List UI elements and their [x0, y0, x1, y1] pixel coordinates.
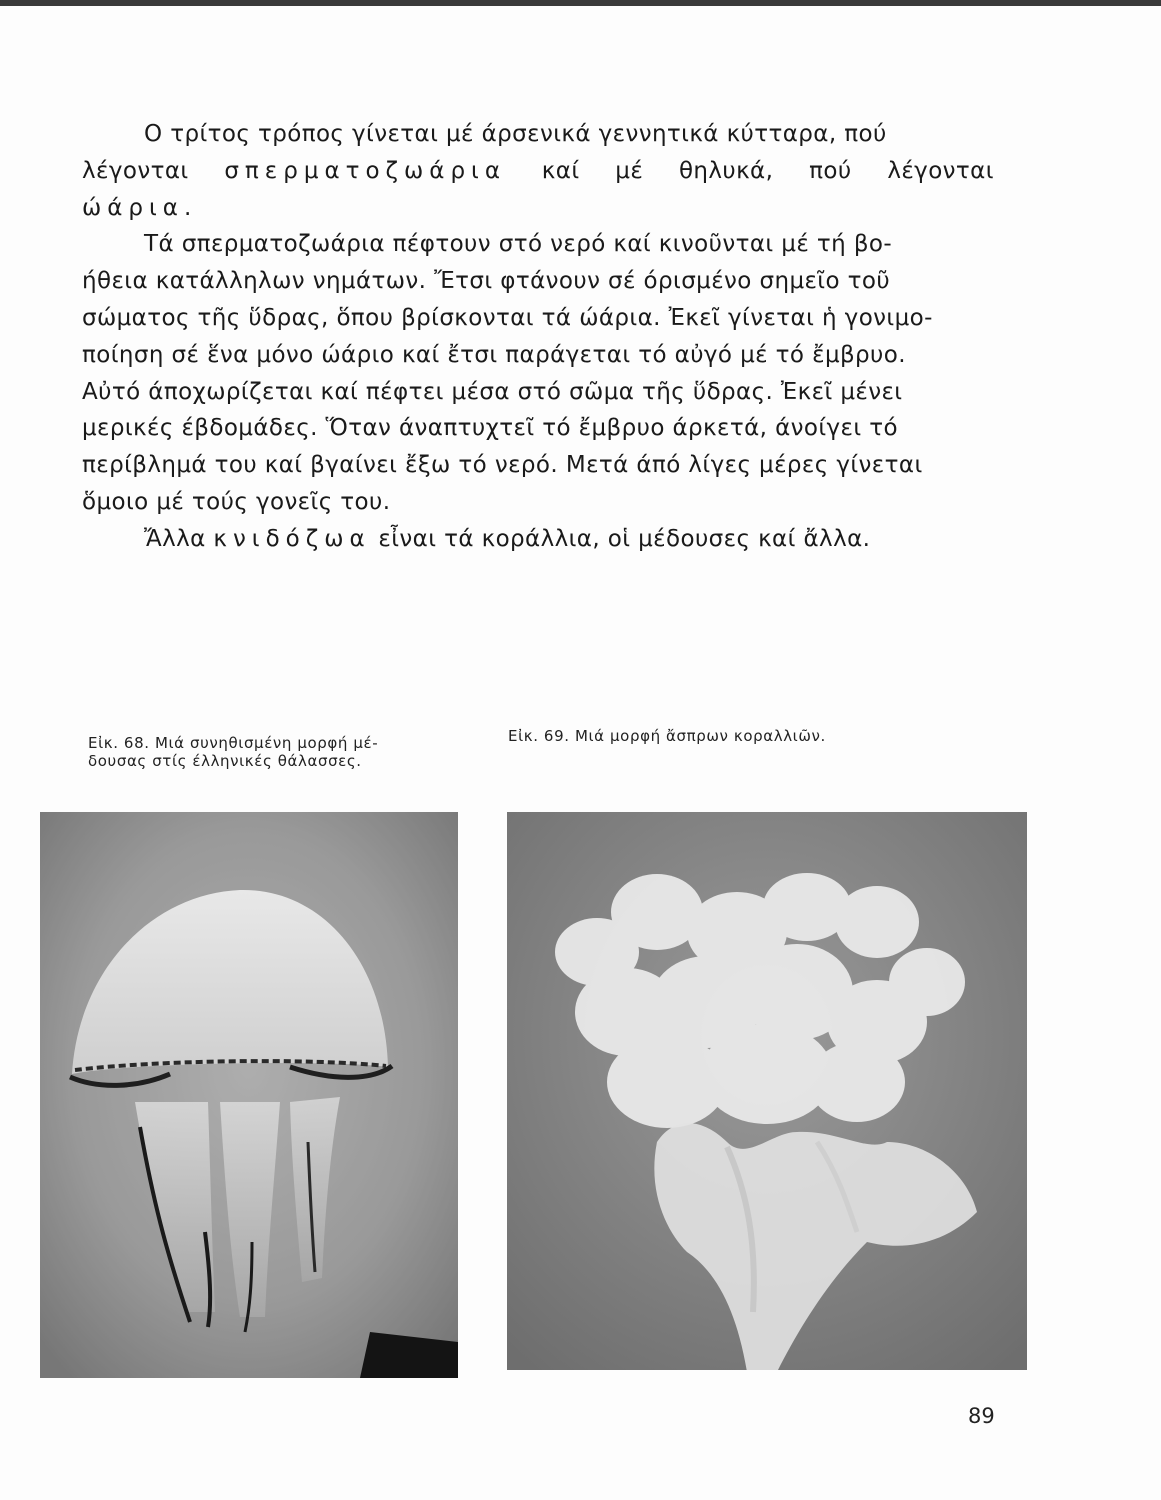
coral-photo — [507, 812, 1027, 1370]
word: λέγονται — [82, 157, 189, 184]
text-line: περίβλημά του καί βγαίνει ἔξω τό νερό. Μετά άπό λίγες μέρες γίνεται — [82, 452, 923, 479]
jellyfish-illustration — [40, 812, 458, 1378]
word: Ἄλλα — [144, 525, 206, 552]
text-line: ὅμοιο μέ τούς γονεῖς του. — [82, 488, 391, 515]
text-line: μερικές έβδομάδες. Ὅταν άναπτυχτεῖ τό ἔμβρυο άρκετά, άνοίγει τό — [82, 415, 898, 442]
word: μέ — [615, 157, 644, 184]
coral-illustration — [507, 812, 1027, 1370]
word: λέγονται — [887, 157, 994, 184]
top-edge-rule — [0, 0, 1161, 6]
word: πού — [809, 157, 852, 184]
caption-line: Εἰκ. 68. Μιά συνηθισμένη μορφή μέ- — [88, 734, 379, 752]
text-line: Τά σπερματοζωάρια πέφτουν στό νερό καί κινοῦνται μέ τή βο- — [144, 231, 893, 258]
text-line — [82, 153, 994, 190]
jellyfish-photo — [40, 812, 458, 1378]
text-line: ήθεια κατάλληλων νημάτων. Ἔτσι φτάνουν σέ όρισμένο σημεῖο τοῦ — [82, 268, 891, 295]
word: καί — [541, 157, 580, 184]
figure-68-caption — [88, 734, 478, 770]
caption-line: Εἰκ. 69. Μιά μορφή ἄσπρων κοραλλιῶν. — [508, 727, 826, 745]
text-line — [82, 190, 994, 227]
punctuation: . — [183, 194, 192, 221]
word: θηλυκά, — [678, 157, 774, 184]
text-line: σώματος τῆς ὕδρας, ὅπου βρίσκονται τά ώάρια. Ἐκεῖ γίνεται ἡ γονιμο- — [82, 304, 933, 331]
emphasized-term: σπερματοζωάρια — [224, 157, 507, 184]
caption-line: δουσας στίς έλληνικές θάλασσες. — [88, 752, 362, 770]
page-number: 89 — [968, 1404, 995, 1428]
text-line: Ο τρίτος τρόπος γίνεται μέ άρσενικά γεννητικά κύτταρα, πού — [144, 121, 887, 147]
text-line — [82, 521, 994, 558]
text-line: Αὐτό άποχωρίζεται καί πέφτει μέσα στό σῶμα τῆς ὕδρας. Ἐκεῖ μένει — [82, 378, 903, 405]
text-run: εἶναι τά κοράλλια, οἱ μέδουσες καί ἄλλα. — [378, 525, 871, 552]
text-line: ποίηση σέ ἕνα μόνο ώάριο καί ἔτσι παράγεται τό αὐγό μέ τό ἔμβρυο. — [82, 341, 906, 368]
body-text — [82, 116, 994, 558]
emphasized-term: κνιδόζωα — [213, 525, 371, 552]
figure-69-caption — [508, 727, 928, 745]
emphasized-term: ώάρια — [82, 194, 184, 221]
